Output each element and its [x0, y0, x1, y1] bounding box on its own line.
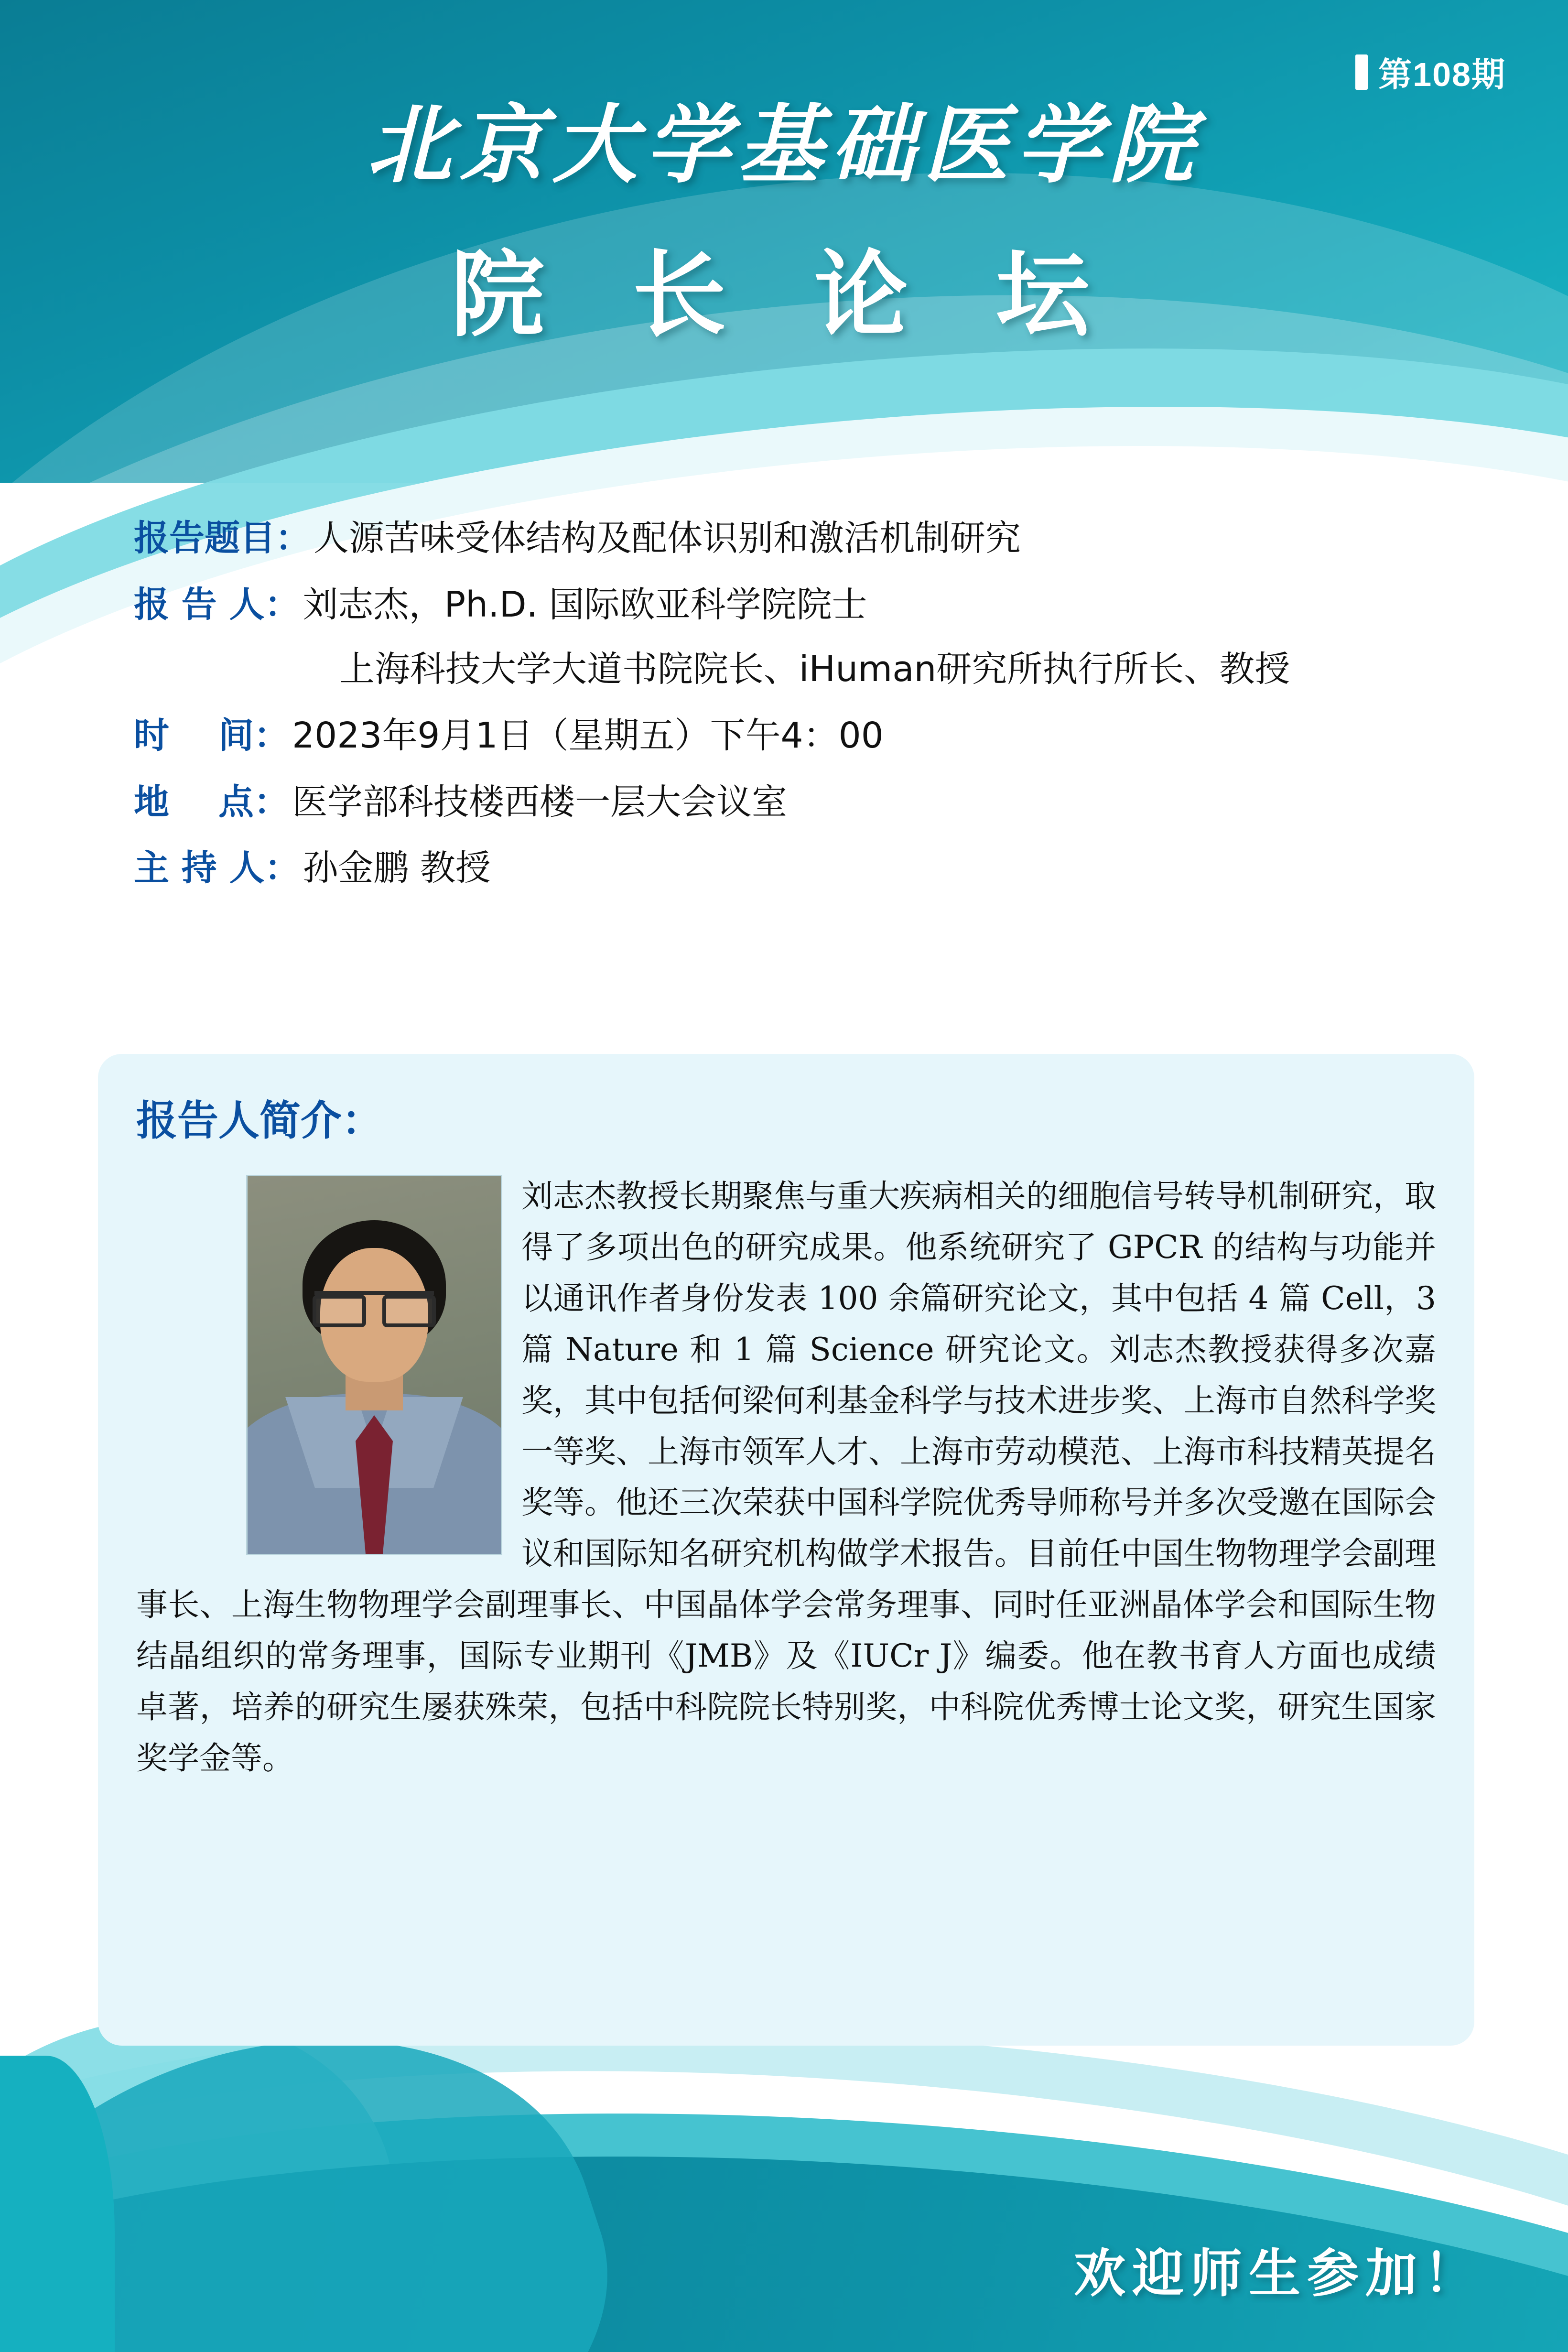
info-value-host: 孙金鹏 教授	[303, 847, 491, 889]
title-line-1: 北京大学基础医学院	[367, 95, 1201, 195]
issue-label: 第108期	[1378, 56, 1506, 93]
glasses-icon	[314, 1291, 434, 1322]
info-value-topic: 人源苦味受体结构及配体识别和激活机制研究	[314, 518, 1021, 559]
poster-title	[0, 76, 1568, 355]
info-label-place: 地 点：	[134, 781, 290, 823]
bio-heading: 报告人简介：	[136, 1097, 383, 1145]
info-row-time	[134, 714, 1453, 758]
info-row-topic	[134, 516, 1453, 561]
info-row-speaker	[134, 583, 1453, 627]
info-value-time: 2023年9月1日（星期五）下午4：00	[292, 715, 884, 756]
info-label-speaker: 报 告 人：	[134, 584, 300, 625]
footer-welcome-text: 欢迎师生参加！	[1073, 2244, 1482, 2304]
title-line-2: 院 长 论 坛	[451, 240, 1117, 350]
info-value-place: 医学部科技楼西楼一层大会议室	[292, 781, 788, 823]
info-value-speaker: 刘志杰，Ph.D. 国际欧亚科学院院士	[303, 584, 867, 625]
info-value-speaker-affiliation: 上海科技大学大道书院院长、iHuman研究所执行所长、教授	[339, 649, 1290, 690]
info-label-host: 主 持 人：	[134, 847, 300, 889]
info-row-host	[134, 846, 1453, 890]
info-row-place	[134, 780, 1453, 824]
speaker-portrait	[246, 1175, 502, 1555]
event-info	[134, 516, 1453, 912]
speaker-bio-card	[98, 1054, 1474, 2046]
info-label-topic: 报告题目：	[134, 518, 311, 559]
bio-paragraph: 刘志杰教授长期聚焦与重大疾病相关的细胞信号转导机制研究，取得了多项出色的研究成果。他系统研究了 GPCR 的结构与功能并以通讯作者身份发表 100 余篇研究论文，其中包括 4 篇 Cell，3 篇 Nature 和 1 篇 Science 研究论文。刘志杰教授获得多次嘉奖，其中包括何梁何利基金科学与技术进步奖、上海市自然科学奖一等奖、上海市领军人才、上海市劳动模范、上海市科技精英提名奖等。他还三次荣获中国科学院优秀导师称号并多次受邀在国际会议和国际知名研究机构做学术报告。目前任中国生物物理学会副理事长、上海生物物理学会副理事长、中国晶体学会常务理事、同时任亚洲晶体学会和国际生物结晶组织的常务理事，国际专业期刊《JMB》及《IUCr J》编委。他在教书育人方面也成绩卓著，培养的研究生屡获殊荣，包括中科院院长特别奖，中科院优秀博士论文奖，研究生国家奖学金等。	[136, 1178, 1436, 1777]
bio-text-block	[136, 1171, 1436, 1784]
info-label-time: 时 间：	[134, 715, 290, 756]
